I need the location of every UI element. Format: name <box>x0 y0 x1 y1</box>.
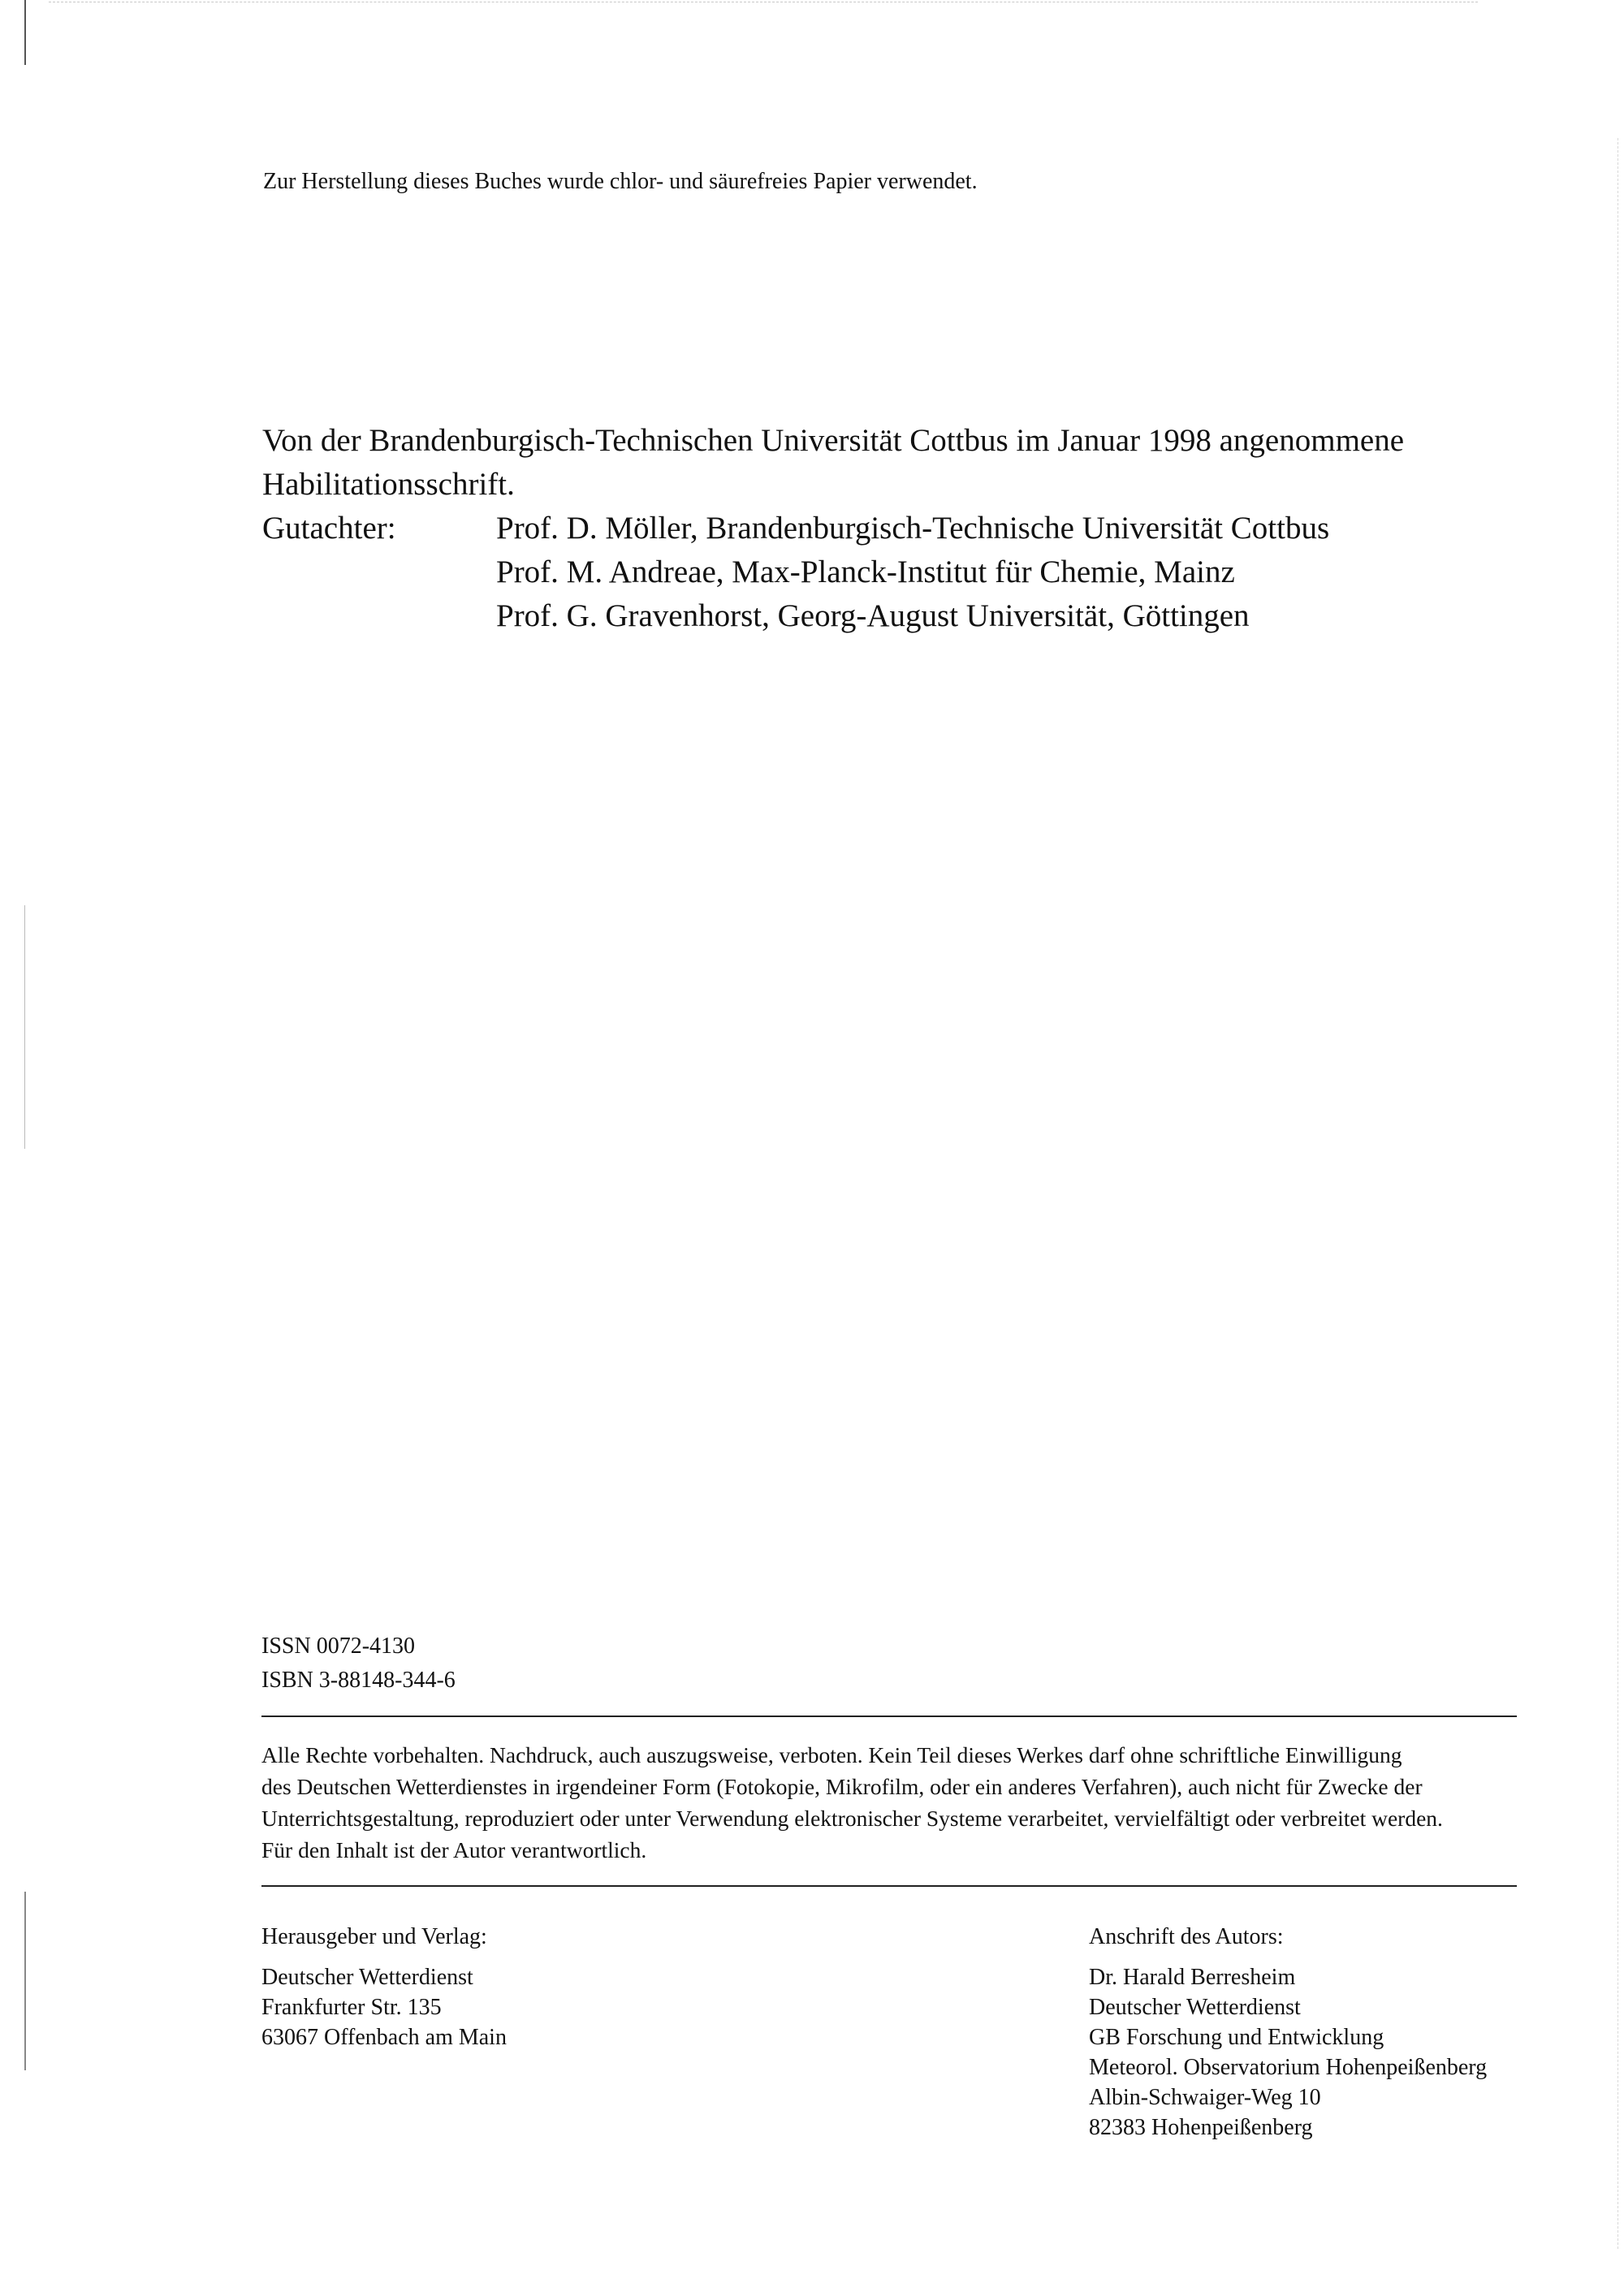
address-line: Deutscher Wetterdienst <box>1089 1995 1301 2020</box>
publisher-block <box>261 1922 507 2052</box>
author-block <box>1089 1922 1487 2143</box>
address-line: GB Forschung und Entwicklung <box>1089 2025 1384 2050</box>
address-line: Frankfurter Str. 135 <box>261 1995 442 2020</box>
scan-edge-right <box>1618 138 1619 2249</box>
address-line: 82383 Hohenpeißenberg <box>1089 2115 1313 2140</box>
address-line: 63067 Offenbach am Main <box>261 2025 507 2050</box>
scan-edge-left <box>24 905 25 1149</box>
author-address <box>1089 1962 1487 2143</box>
address-line: Meteorol. Observatorium Hohenpeißenberg <box>1089 2055 1488 2080</box>
address-line: Albin-Schwaiger-Weg 10 <box>1089 2085 1321 2110</box>
identifiers <box>261 1629 456 1698</box>
issn: ISSN 0072-4130 <box>261 1634 416 1659</box>
publisher-address <box>261 1962 507 2052</box>
referees <box>262 507 1404 638</box>
rights-line: Alle Rechte vorbehalten. Nachdruck, auch auszugsweise, verboten. Kein Teil dieses Werkes darf ohne schriftliche Einwilligung <box>261 1742 1402 1767</box>
divider <box>261 1885 1517 1887</box>
thesis-line: Habilitationsschrift. <box>262 467 515 502</box>
referee: Prof. G. Gravenhorst, Georg-August Universität, Göttingen <box>496 598 1250 633</box>
rights-line: Für den Inhalt ist der Autor verantwortlich. <box>261 1837 647 1862</box>
rights-notice <box>261 1739 1528 1866</box>
rights-line: Unterrichtsgestaltung, reproduziert oder unter Verwendung elektronischer Systeme verarbeitet, vervielfältigt oder verbreitet werden. <box>261 1806 1443 1831</box>
referees-list <box>496 507 1404 638</box>
referee: Prof. M. Andreae, Max-Planck-Institut für Chemie, Mainz <box>496 555 1235 589</box>
rights-line: des Deutschen Wetterdienstes in irgendeiner Form (Fotokopie, Mikrofilm, oder ein anderes Verfahren), auch nicht für Zwecke der <box>261 1774 1423 1799</box>
divider <box>261 1716 1517 1717</box>
scan-edge-left <box>24 1892 26 2070</box>
scan-edge-top <box>49 2 1478 3</box>
isbn: ISBN 3-88148-344-6 <box>261 1668 456 1693</box>
thesis-line: Von der Brandenburgisch-Technischen Universität Cottbus im Januar 1998 angenommene <box>262 423 1405 458</box>
address-line: Dr. Harald Berresheim <box>1089 1965 1296 1990</box>
thesis-statement <box>262 419 1404 638</box>
referee: Prof. D. Möller, Brandenburgisch-Technische Universität Cottbus <box>496 511 1330 546</box>
paper-note: Zur Herstellung dieses Buches wurde chlor- und säurefreies Papier verwendet. <box>263 169 978 194</box>
address-line: Deutscher Wetterdienst <box>261 1965 473 1990</box>
author-heading: Anschrift des Autors: <box>1089 1924 1284 1949</box>
publisher-heading: Herausgeber und Verlag: <box>261 1924 487 1949</box>
scan-edge-left <box>24 0 26 65</box>
referees-label: Gutachter: <box>262 511 396 546</box>
